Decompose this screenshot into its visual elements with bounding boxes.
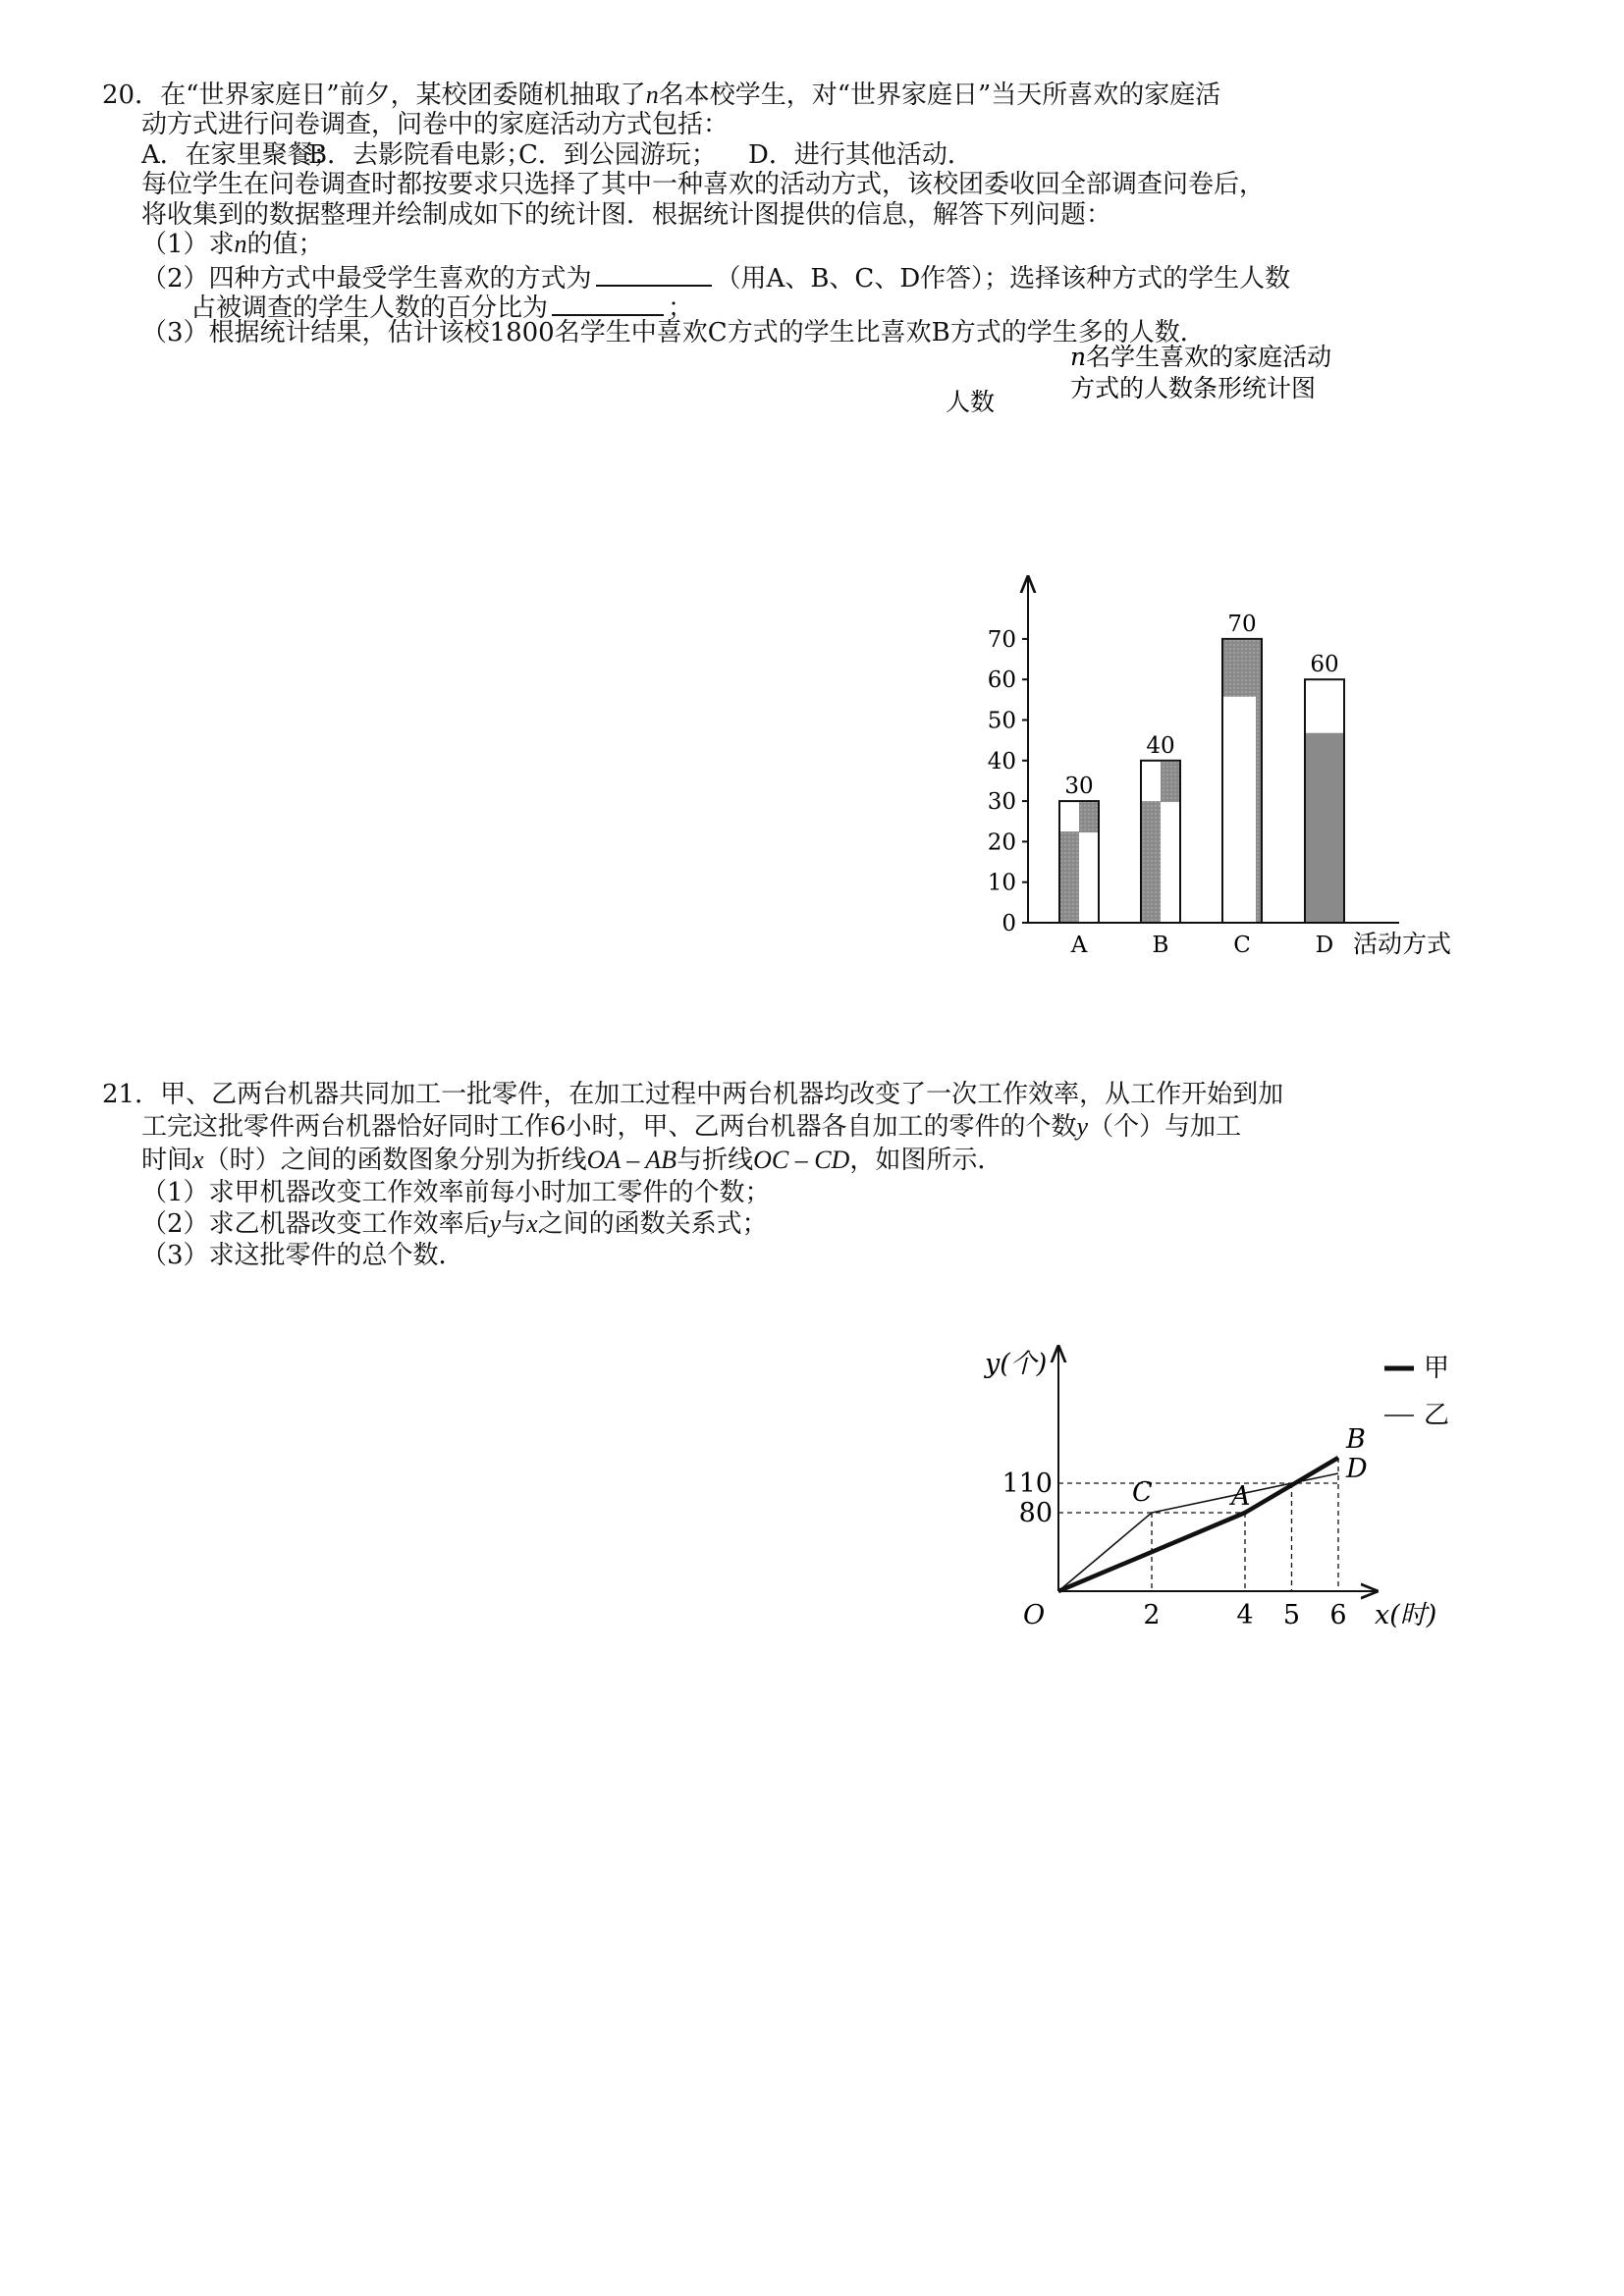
line-y-axis-label: y(个)	[985, 1349, 1048, 1379]
line-xtick-label: 4	[1236, 1600, 1254, 1630]
answer-blank-1[interactable]	[596, 257, 712, 287]
bar-outline	[1059, 801, 1099, 923]
bar-ytick-label: 0	[1001, 911, 1016, 936]
chart-title-line1: n名学生喜欢的家庭活动	[1070, 343, 1332, 371]
q21-part1: （1）求甲机器改变工作效率前每小时加工零件的个数；	[141, 1178, 771, 1207]
bar-D	[1305, 679, 1344, 923]
legend	[1384, 1354, 1449, 1430]
option-b: B．去影院看电影；	[308, 140, 532, 170]
chart-title-line2: 方式的人数条形统计图	[1070, 374, 1317, 402]
q21-part3: （3）求这批零件的总个数．	[141, 1241, 464, 1270]
answer-blank-2[interactable]	[552, 287, 664, 316]
bar-ytick-label: 10	[987, 870, 1016, 896]
bar-y-axis-label: 人数	[946, 388, 996, 416]
bar-ytick-label: 30	[987, 789, 1016, 816]
bar-category-label: C	[1233, 933, 1251, 958]
line-xtick-label: 2	[1143, 1600, 1161, 1630]
bar-category-label: A	[1070, 933, 1088, 958]
origin-label: O	[1023, 1600, 1046, 1630]
bar-outline	[1141, 761, 1180, 923]
line-xtick-label: 6	[1329, 1600, 1347, 1630]
q21-line3: 时间x（时）之间的函数图象分别为折线OA – AB与折线OC – CD，如图所示．	[141, 1146, 1003, 1175]
line-ytick-label: 80	[1018, 1498, 1053, 1528]
bar-ytick-label: 60	[987, 667, 1016, 694]
bar-value-label: 60	[1310, 652, 1339, 678]
option-d: D．进行其他活动．	[748, 140, 973, 170]
q21-line1: 21．甲、乙两台机器共同加工一批零件，在加工过程中两台机器均改变了一次工作效率，从工作开始到加	[102, 1080, 1284, 1109]
q20-part2-line2: 占被调查的学生人数的百分比为 ；	[190, 287, 693, 325]
option-a: A．在家里聚餐；	[141, 140, 339, 170]
q20-part3: （3）根据统计结果，估计该校1800名学生中喜欢C方式的学生比喜欢B方式的学生多的人数．	[141, 318, 1206, 347]
option-c: C．到公园游玩；	[518, 140, 717, 170]
series-line-jia	[1058, 1458, 1338, 1591]
bar-shade	[1306, 733, 1343, 922]
point-label-D: D	[1346, 1454, 1368, 1484]
bar-category-label: B	[1152, 933, 1169, 958]
line-x-axis-label: x(时)	[1375, 1600, 1437, 1630]
bar-shade	[1256, 696, 1261, 922]
line-ytick-label: 110	[1001, 1468, 1053, 1499]
bar-ytick-label: 20	[987, 829, 1016, 856]
bar-B	[1141, 761, 1180, 923]
legend-jia-label: 甲	[1424, 1354, 1450, 1383]
bar-category-label: D	[1315, 933, 1334, 958]
q20-number: 20．	[102, 80, 161, 110]
point-label-C: C	[1132, 1477, 1153, 1508]
q20-part2-line1: （2）四种方式中最受学生喜欢的方式为 （用A、B、C、D作答）；选择该种方式的学生人数	[141, 257, 1290, 295]
bar-value-label: 70	[1227, 611, 1257, 637]
q21-part2: （2）求乙机器改变工作效率后y与x之间的函数关系式；	[141, 1209, 768, 1239]
bar-shade	[1223, 640, 1261, 697]
bar-A	[1059, 801, 1099, 923]
q20-stem-line2: 动方式进行问卷调查，问卷中的家庭活动方式包括：	[141, 110, 730, 139]
bar-shade	[1161, 762, 1179, 802]
bar-outline	[1222, 639, 1262, 923]
bar-shade	[1142, 801, 1161, 922]
bar-ytick-label: 50	[987, 708, 1016, 734]
bar-ytick-label: 70	[987, 626, 1016, 653]
q20-desc-line1: 每位学生在问卷调查时都按要求只选择了其中一种喜欢的活动方式，该校团委收回全部调查问卷后，	[141, 170, 1266, 199]
legend-yi-label: 乙	[1424, 1401, 1450, 1430]
q21-number: 21．	[102, 1080, 161, 1109]
bar-x-axis-label: 活动方式	[1353, 930, 1452, 958]
series-line-yi	[1058, 1473, 1338, 1591]
q21-line2: 工完这批零件两台机器恰好同时工作6小时，甲、乙两台机器各自加工的零件的个数y（个）与加工	[141, 1112, 1242, 1142]
bar-shade	[1079, 802, 1098, 832]
q20-stem-line1: 20．在“世界家庭日”前夕，某校团委随机抽取了n名本校学生，对“世界家庭日”当天所喜欢的家庭活	[102, 80, 1221, 110]
point-label-A: A	[1231, 1481, 1251, 1512]
bar-ytick-label: 40	[987, 748, 1016, 774]
bar-value-label: 30	[1064, 774, 1094, 800]
bar-C	[1222, 639, 1262, 923]
q20-part1: （1）求n的值；	[141, 230, 324, 259]
bar-outline	[1305, 679, 1344, 923]
q20-desc-line2: 将收集到的数据整理并绘制成如下的统计图．根据统计图提供的信息，解答下列问题：	[141, 200, 1112, 230]
point-label-B: B	[1346, 1424, 1366, 1455]
bar-shade	[1060, 831, 1079, 922]
bar-value-label: 40	[1146, 732, 1175, 759]
line-xtick-label: 5	[1282, 1600, 1301, 1630]
